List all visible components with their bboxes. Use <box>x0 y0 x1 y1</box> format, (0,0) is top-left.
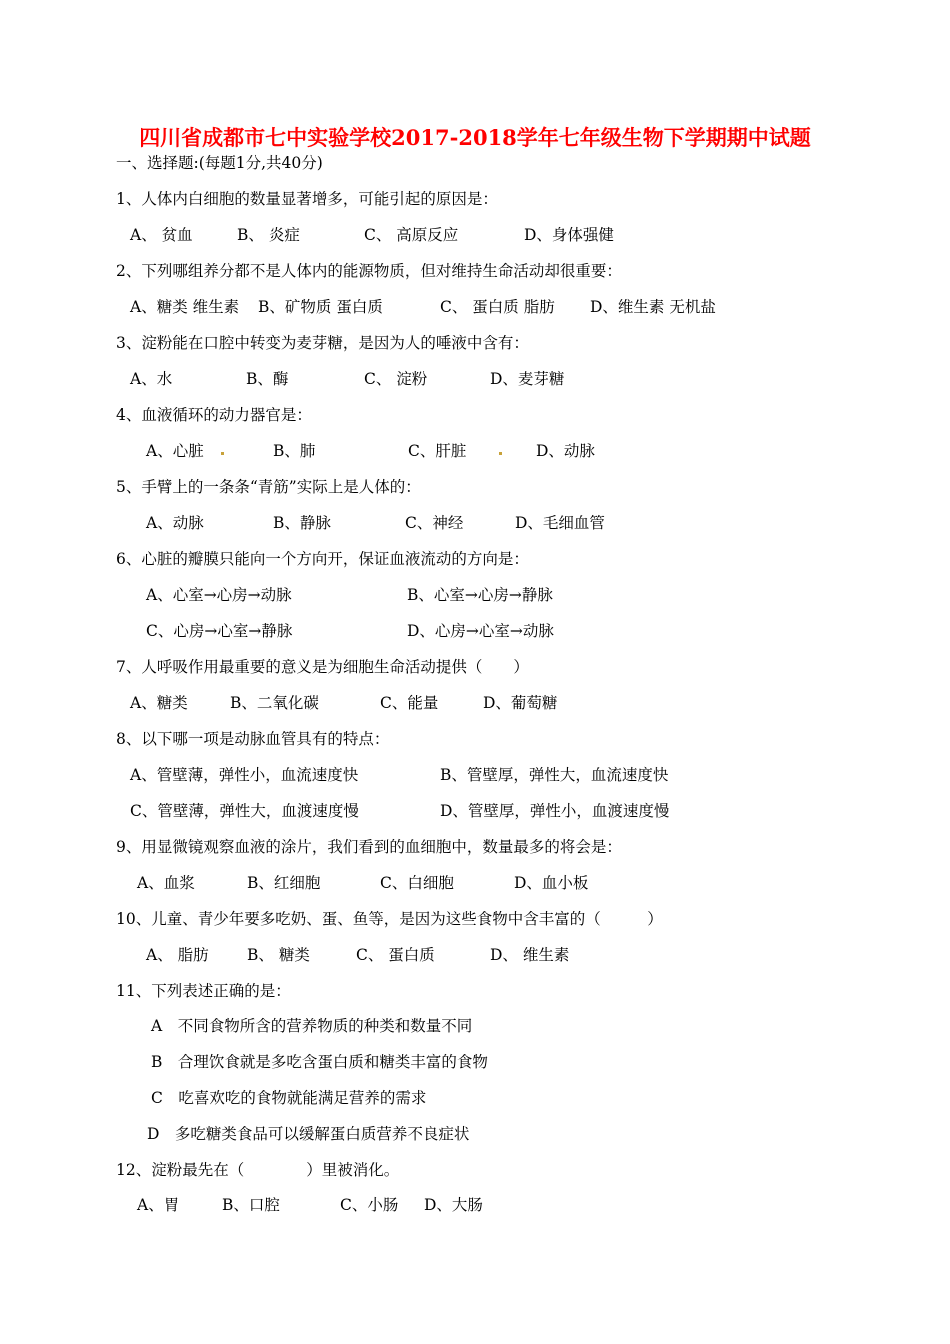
option-c: C、 蛋白质 <box>356 946 435 964</box>
option-b: B 合理饮食就是多吃含蛋白质和糖类丰富的食物 <box>151 1053 488 1071</box>
question-stem: 12、淀粉最先在（ ）里被消化。 <box>116 1161 400 1179</box>
option-b: B、心室→心房→静脉 <box>407 586 553 604</box>
question-stem: 4、血液循环的动力器官是： <box>116 406 312 424</box>
option-b: B、二氧化碳 <box>230 694 319 712</box>
option-d: D、心房→心室→动脉 <box>407 622 554 640</box>
option-d: D、毛细血管 <box>515 514 605 532</box>
option-c: C、 高原反应 <box>364 226 459 244</box>
option-d: D、动脉 <box>536 442 595 460</box>
option-b: B、静脉 <box>273 514 331 532</box>
option-a: A、心脏 <box>146 442 204 460</box>
page-title: 四川省成都市七中实验学校2017-2018学年七年级生物下学期期中试题 <box>139 125 811 150</box>
option-d: D 多吃糖类食品可以缓解蛋白质营养不良症状 <box>147 1125 470 1143</box>
option-b: B、肺 <box>273 442 316 460</box>
option-d: D、大肠 <box>424 1196 483 1214</box>
option-c: C、 蛋白质 脂肪 <box>440 298 555 316</box>
option-a: A、水 <box>130 370 173 388</box>
option-d: D、葡萄糖 <box>483 694 558 712</box>
option-a: A、糖类 <box>130 694 188 712</box>
option-d: D、麦芽糖 <box>490 370 565 388</box>
option-b: B、矿物质 蛋白质 <box>258 298 383 316</box>
question-stem: 11、下列表述正确的是： <box>116 982 291 1000</box>
option-b: B、酶 <box>246 370 289 388</box>
question-stem: 5、手臂上的一条条“青筋”实际上是人体的： <box>116 478 421 496</box>
option-c: C、小肠 <box>340 1196 399 1214</box>
option-c: C 吃喜欢吃的食物就能满足营养的需求 <box>151 1089 427 1107</box>
question-stem: 10、儿童、青少年要多吃奶、蛋、鱼等，是因为这些食物中含丰富的（ ） <box>116 910 663 928</box>
option-c: C、能量 <box>380 694 439 712</box>
option-b: B、口腔 <box>222 1196 280 1214</box>
option-c: C、心房→心室→静脉 <box>146 622 293 640</box>
option-c: C、白细胞 <box>380 874 454 892</box>
question-stem: 7、人呼吸作用最重要的意义是为细胞生命活动提供（ ） <box>116 658 529 676</box>
option-b: B、管壁厚，弹性大，血流速度快 <box>440 766 669 784</box>
option-b: B、 糖类 <box>247 946 310 964</box>
question-stem: 1、人体内白细胞的数量显著增多，可能引起的原因是： <box>116 190 498 208</box>
option-a: A、糖类 维生素 <box>130 298 240 316</box>
option-a: A、管壁薄，弹性小，血流速度快 <box>130 766 359 784</box>
option-d: D、管壁厚，弹性小，血渡速度慢 <box>440 802 670 820</box>
option-b: B、 炎症 <box>237 226 300 244</box>
question-stem: 6、心脏的瓣膜只能向一个方向开，保证血液流动的方向是： <box>116 550 529 568</box>
option-d: D、身体强健 <box>524 226 614 244</box>
option-c: C、 淀粉 <box>364 370 428 388</box>
option-a: A、动脉 <box>146 514 204 532</box>
option-a: A、血浆 <box>137 874 195 892</box>
section-heading: 一、选择题:(每题1分,共40分) <box>116 154 323 172</box>
option-a: A 不同食物所含的营养物质的种类和数量不同 <box>151 1017 473 1035</box>
option-c: C、神经 <box>405 514 464 532</box>
option-a: A、 脂肪 <box>146 946 209 964</box>
mark-dot <box>499 452 502 455</box>
question-stem: 9、用显微镜观察血液的涂片，我们看到的血细胞中，数量最多的将会是： <box>116 838 622 856</box>
option-b: B、红细胞 <box>247 874 321 892</box>
option-c: C、管壁薄，弹性大，血渡速度慢 <box>130 802 359 820</box>
question-stem: 3、淀粉能在口腔中转变为麦芽糖，是因为人的唾液中含有： <box>116 334 529 352</box>
option-a: A、 贫血 <box>130 226 193 244</box>
option-c: C、肝脏 <box>408 442 467 460</box>
question-stem: 2、下列哪组养分都不是人体内的能源物质，但对维持生命活动却很重要： <box>116 262 622 280</box>
option-d: D、维生素 无机盐 <box>590 298 716 316</box>
option-a: A、胃 <box>137 1196 180 1214</box>
question-stem: 8、以下哪一项是动脉血管具有的特点： <box>116 730 390 748</box>
option-a: A、心室→心房→动脉 <box>146 586 292 604</box>
option-d: D、血小板 <box>514 874 589 892</box>
option-d: D、 维生素 <box>490 946 570 964</box>
mark-dot <box>221 452 224 455</box>
